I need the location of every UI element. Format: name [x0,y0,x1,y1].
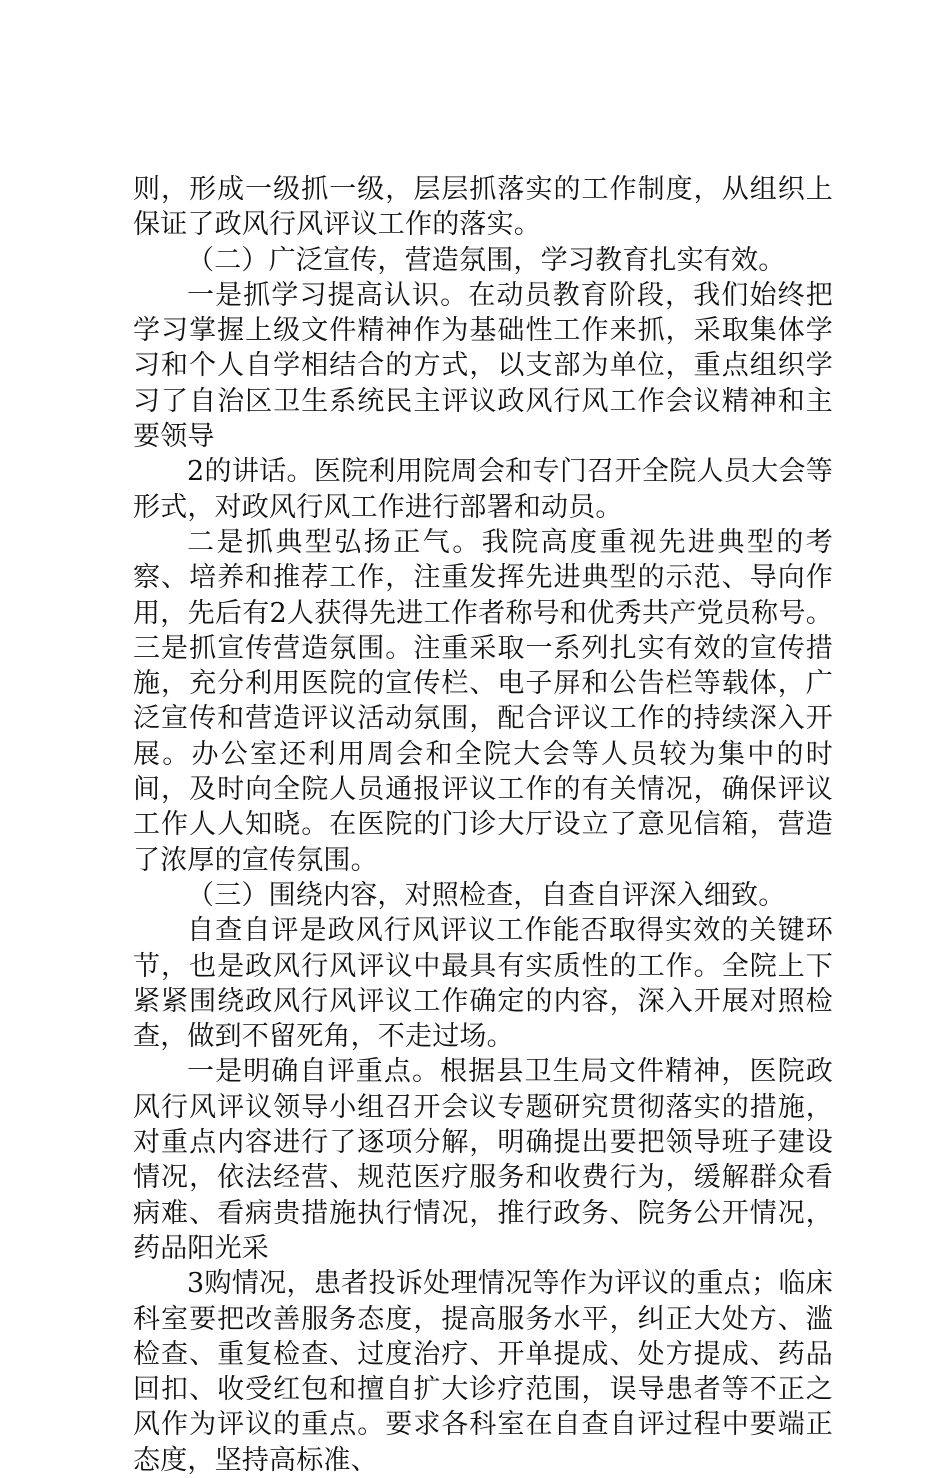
paragraph-4: 2的讲话。医院利用院周会和专门召开全院人员大会等形式，对政风行风工作进行部署和动员。 [133,456,833,523]
paragraph-1: 则，形成一级抓一级，层层抓落实的工作制度，从组织上保证了政风行风评议工作的落实。 [133,174,833,241]
paragraph-9: 3购情况，患者投诉处理情况等作为评议的重点；临床科室要把改善服务态度，提高服务水平，纠正大处方、滥检查、重复检查、过度治疗、开单提成、处方提成、药品回扣、收受红包和擅自扩大诊疗范围，误导患者等不正之风作为评议的重点。要求各科室在自查自评过程中要端正态度，坚持高标准、 [133,1268,833,1476]
paragraph-8: 一是明确自评重点。根据县卫生局文件精神，医院政风行风评议领导小组召开会议专题研究贯彻落实的措施，对重点内容进行了逐项分解，明确提出要把领导班子建设情况，依法经营、规范医疗服务和收费行为，缓解群众看病难、看病贵措施执行情况，推行政务、院务公开情况，药品阳光采 [133,1056,833,1264]
paragraph-7: 自查自评是政风行风评议工作能否取得实效的关键环节，也是政风行风评议中最具有实质性的工作。全院上下紧紧围绕政风行风评议工作确定的内容，深入开展对照检查，做到不留死角，不走过场。 [133,915,833,1053]
paragraph-5: 二是抓典型弘扬正气。我院高度重视先进典型的考察、培养和推荐工作，注重发挥先进典型的示范、导向作用，先后有2人获得先进工作者称号和优秀共产党员称号。三是抓宣传营造氛围。注重采取一系列扎实有效的宣传措施，充分利用医院的宣传栏、电子屏和公告栏等载体，广泛宣传和营造评议活动氛围，配合评议工作的持续深入开展。办公室还利用周会和全院大会等人员较为集中的时间，及时向全院人员通报评议工作的有关情况，确保评议工作人人知晓。在医院的门诊大厅设立了意见信箱，营造了浓厚的宣传氛围。 [133,526,833,876]
paragraph-6-heading: （三）围绕内容，对照检查，自查自评深入细致。 [187,879,786,911]
paragraph-3: 一是抓学习提高认识。在动员教育阶段，我们始终把学习掌握上级文件精神作为基础性工作来抓，采取集体学习和个人自学相结合的方式，以支部为单位，重点组织学习了自治区卫生系统民主评议政风行风工作会议精神和主要领导 [133,279,833,453]
paragraph-2-heading: （二）广泛宣传，营造氛围，学习教育扎实有效。 [187,244,786,276]
document-body [133,172,833,1478]
